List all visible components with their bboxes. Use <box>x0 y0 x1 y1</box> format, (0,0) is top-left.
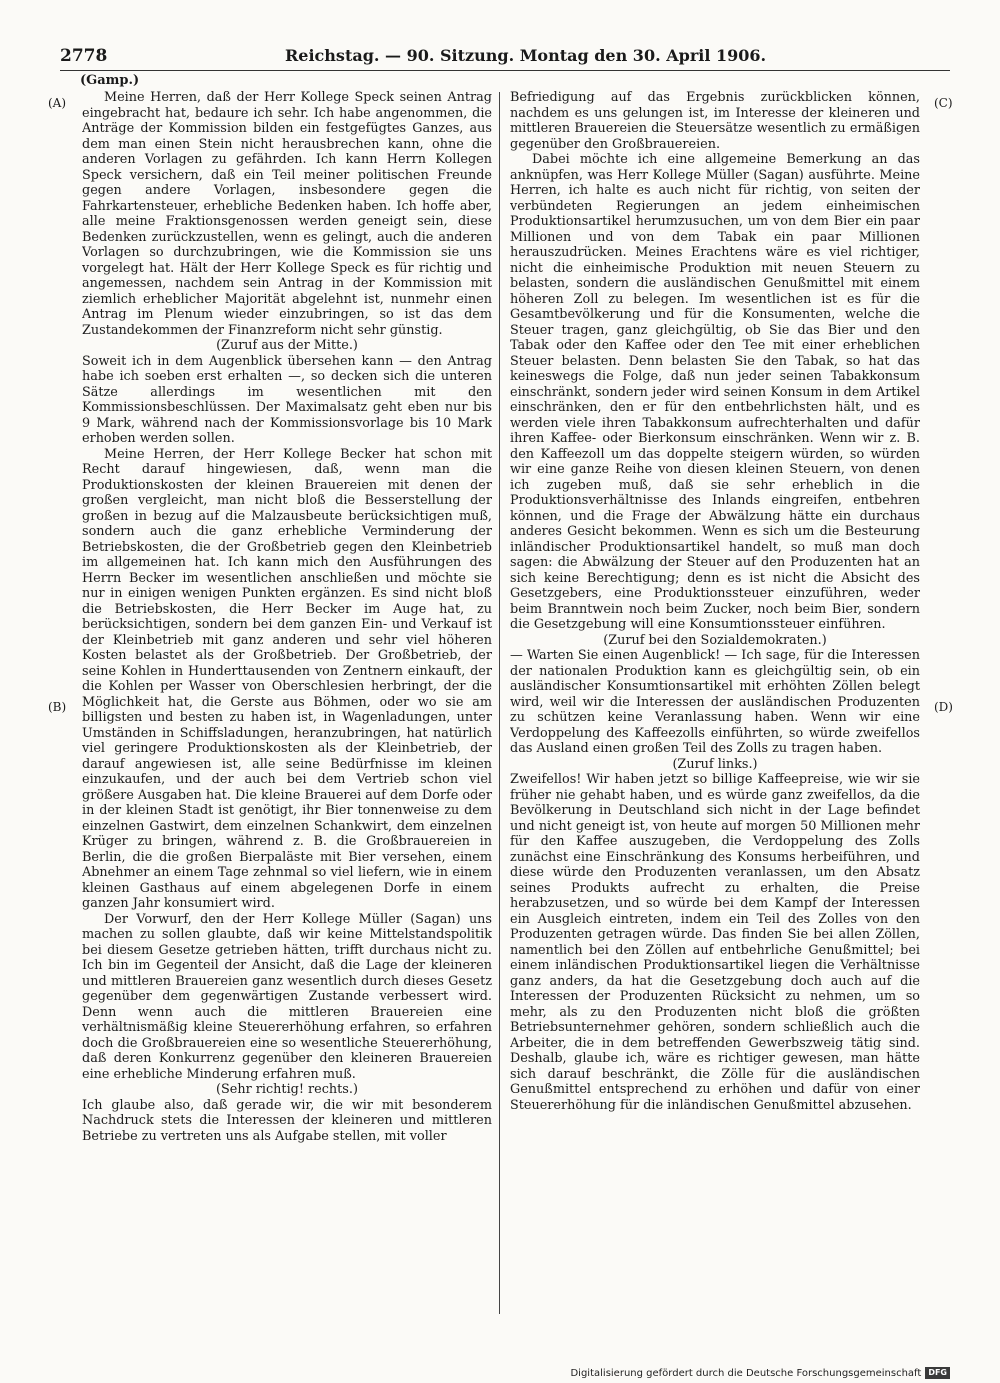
margin-marker-d: (D) <box>934 700 953 714</box>
speaker-tag: (Gamp.) <box>80 73 140 88</box>
paragraph: Befriedigung auf das Ergebnis zurückblicken können, nachdem es uns gelungen ist, im Interesse der kleineren und mittleren Brauereien die Steuersätze wesentlich zu ermäßigen gegenüber den Großbrauereien. <box>510 90 920 152</box>
paragraph: — Warten Sie einen Augenblick! — Ich sage, für die Interessen der nationalen Produktion kann es gleichgültig sein, ob ein ausländischer Konsumtionsartikel mit erhöhten Zöllen belegt wird, weil wir die Interessen der ausländischen Produzenten zu schützen keine Veranlassung haben. Wenn wir eine Verdoppelung des Kaffeezolls einführten, so würde zweifellos das Ausland einen großen Teil des Zolls zu tragen haben. <box>510 648 920 756</box>
margin-marker-a: (A) <box>48 96 67 110</box>
interjection: (Zuruf aus der Mitte.) <box>216 338 358 353</box>
dfg-logo: DFG <box>925 1367 950 1379</box>
interjection: (Sehr richtig! rechts.) <box>216 1082 358 1097</box>
paragraph: Ich glaube also, daß gerade wir, die wir mit besonderem Nachdruck stets die Interessen der kleineren und mittleren Betriebe zu vertreten uns als Aufgabe stellen, mit voller <box>82 1097 492 1144</box>
header-rule <box>60 70 950 71</box>
paragraph: Meine Herren, daß der Herr Kollege Speck seinen Antrag eingebracht hat, bedaure ich sehr. Ich habe angenommen, die Anträge der Kommission bilden ein festgefügtes Ganzes, aus dem man einen Stein nicht herausbrechen kann, ohne die anderen Vorlagen zu gefährden. Ich kann Herrn Kollegen Speck versichern, daß ein Teil meiner politischen Freunde gegen andere Vorlagen, insbesondere gegen die Fahrkartensteuer, erhebliche Bedenken haben. Ich hoffe aber, alle meine Fraktionsgenossen werden geneigt sein, diese Bedenken zurückzustellen, wenn es gelingt, auch die anderen Vorlagen so durchzubringen, wie die Kommission sie uns vorgelegt hat. Hält der Herr Kollege Speck es für richtig und angemessen, nachdem sein Antrag in der Kommission mit ziemlich erheblicher Majorität abgelehnt ist, nunmehr einen Antrag im Plenum wieder einzubringen, so ist das dem Zustandekommen der Finanzreform nicht sehr günstig. <box>82 90 492 338</box>
running-head: Reichstag. — 90. Sitzung. Montag den 30. April 1906. <box>285 46 767 65</box>
margin-marker-b: (B) <box>48 700 67 714</box>
right-column <box>510 90 920 1315</box>
footer-text: Digitalisierung gefördert durch die Deutsche Forschungsgemeinschaft <box>570 1367 922 1379</box>
paragraph: Dabei möchte ich eine allgemeine Bemerkung an das anknüpfen, was Herr Kollege Müller (Sagan) ausführte. Meine Herren, ich halte es auch nicht für richtig, von seiten der verbündeten Regierungen an jedem einheimischen Produktionsartikel herumzusuchen, um von dem Bier ein paar Millionen und von dem Tabak ein paar Millionen herauszudrücken. Meines Erachtens wäre es viel richtiger, nicht die einheimische Produktion mit neuen Steuern zu belasten, sondern die ausländischen Genußmittel mit einem höheren Zoll zu belegen. Im wesentlichen ist es für die Gesamtbevölkerung und für die Konsumenten, welche die Steuer tragen, ganz gleichgültig, ob Sie das Bier und den Tabak oder den Kaffee oder den Tee mit einer erheblichen Steuer belasten. Denn belasten Sie den Tabak, so hat das keineswegs die Folge, daß nun jeder seinen Tabakkonsum einschränkt, sondern jeder wird seinen Konsum in dem Artikel einschränken, den er für den entbehrlichsten hält, und es werden viele ihren Tabakkonsum aufrechterhalten und dafür ihren Kaffee- oder Bierkonsum einschränken. Wenn wir z. B. den Kaffeezoll um das doppelte steigern würden, so würden wir eine ganze Reihe von diesen kleinen Steuern, von denen ich zugeben muß, daß sie sehr erheblich in die Produktionsverhältnisse des Inlands eingreifen, entbehren können, und die Frage der Abwälzung hätte ein durchaus anderes Gesicht bekommen. Wenn es sich um die Besteurung inländischer Produktionsartikel handelt, so muß man doch sagen: die Abwälzung der Steuer auf den Produzenten hat an sich keine Berechtigung; denn es ist nicht die Absicht des Gesetzgebers, eine Produktionssteuer einzuführen, weder beim Branntwein noch beim Zucker, noch beim Bier, sondern die Gesetzgebung will eine Konsumtionssteuer einführen. <box>510 152 920 632</box>
paragraph: Der Vorwurf, den der Herr Kollege Müller (Sagan) uns machen zu sollen glaubte, daß wir keine Mittelstandspolitik bei diesem Gesetze getrieben hätten, trifft durchaus nicht zu. Ich bin im Gegenteil der Ansicht, daß die Lage der kleineren und mittleren Brauereien ganz wesentlich durch dieses Gesetz gegenüber dem gegenwärtigen Zustande verbessert wird. Denn wenn auch die mittleren Brauereien eine verhältnismäßig kleine Steuererhöhung erfahren, so erfahren doch die Großbrauereien eine so wesentliche Steuererhöhung, daß deren Konkurrenz gegenüber den kleineren Brauereien eine erhebliche Minderung erfahren muß. <box>82 911 492 1082</box>
interjection: (Zuruf links.) <box>672 756 758 772</box>
column-divider <box>499 92 500 1314</box>
margin-marker-c: (C) <box>934 96 953 110</box>
page-number: 2778 <box>60 46 108 66</box>
paragraph: Zweifellos! Wir haben jetzt so billige Kaffeepreise, wie wir sie früher nie gehabt haben, und es würde ganz zweifellos, da die Bevölkerung in Deutschland sich nicht in der Lage befindet und nicht geneigt ist, von heute auf morgen 50 Millionen mehr für den Kaffee auszugeben, die Verdoppelung des Zolls zunächst eine Einschränkung des Konsums herbeiführen, und diese würde den Produzenten veranlassen, um den Absatz seines Produkts aufrecht zu erhalten, die Preise herabzusetzen, und so würde bei dem Kampf der Interessen ein Ausgleich eintreten, indem ein Teil des Zolles von den Produzenten getragen würde. Das finden Sie bei allen Zöllen, namentlich bei den Zöllen auf entbehrliche Genußmittel; bei einem inländischen Produktionsartikel liegen die Verhältnisse ganz anders, da hat die Gesetzgebung doch auch auf die Interessen der Produzenten Rücksicht zu nehmen, um so mehr, als zu den Produzenten nicht bloß die größten Betriebsunternehmer gehören, sondern schließlich auch die Arbeiter, die in dem betreffenden Gewerbszweig tätig sind. Deshalb, glaube ich, wäre es richtiger gewesen, man hätte sich darauf beschränkt, die Zölle für die ausländischen Genußmittel entsprechend zu erhöhen und dafür von einer Steuererhöhung für die inländischen Genußmittel abzusehen. <box>510 772 920 1113</box>
left-column <box>82 90 492 1315</box>
footer-credit <box>570 1367 950 1379</box>
paragraph: Meine Herren, der Herr Kollege Becker hat schon mit Recht darauf hingewiesen, daß, wenn man die Produktionskosten der kleinen Brauereien mit denen der großen vergleicht, man nicht bloß die Besserstellung der großen in bezug auf die Malzausbeute berücksichtigen muß, sondern auch die ganz erhebliche Verminderung der Betriebskosten, die der Großbetrieb gegen den Kleinbetrieb im allgemeinen hat. Ich kann mich den Ausführungen des Herrn Becker im wesentlichen anschließen und möchte sie nur in einigen wenigen Punkten ergänzen. Es sind nicht bloß die Betriebskosten, die Herr Becker im Auge hat, zu berücksichtigen, sondern bei dem ganzen Ein- und Verkauf ist der Kleinbetrieb mit ganz anderen und sehr viel höheren Kosten belastet als der Großbetrieb. Der Großbetrieb, der seine Kohlen in Hunderttausenden von Zentnern einkauft, der die Kohlen per Wasser von Oberschlesien herbringt, der die Möglichkeit hat, die Gerste aus Böhmen, oder wo sie am billigsten und besten zu haben ist, in Wagenladungen, unter Umständen in Schiffsladungen, heranzubringen, hat natürlich viel geringere Produktionskosten als der Kleinbetrieb, der darauf angewiesen ist, alle seine Bedürfnisse im kleinen einzukaufen, und der auch bei dem Vertrieb schon viel größere Ausgaben hat. Die kleine Brauerei auf dem Dorfe oder in der kleinen Stadt ist genötigt, ihr Bier tonnenweise zu dem einzelnen Gastwirt, dem einzelnen Schankwirt, dem einzelnen Krüger zu bringen, während z. B. die Großbrauereien in Berlin, die die großen Bierpaläste mit Bier versehen, einem Abnehmer an einem Tage zehnmal so viel liefern, wie in einem kleinen Gasthaus auf einem abgelegenen Dorfe in einem ganzen Jahr konsumiert wird. <box>82 446 492 911</box>
paragraph: Soweit ich in dem Augenblick übersehen kann — den Antrag habe ich soeben erst erhalten —, so decken sich die unteren Sätze allerdings im wesentlichen mit den Kommissionsbeschlüssen. Der Maximalsatz geht eben nur bis 9 Mark, während nach der Kommissionsvorlage bis 10 Mark erhoben werden sollen. <box>82 353 492 446</box>
interjection: (Zuruf bei den Sozialdemokraten.) <box>603 632 827 648</box>
